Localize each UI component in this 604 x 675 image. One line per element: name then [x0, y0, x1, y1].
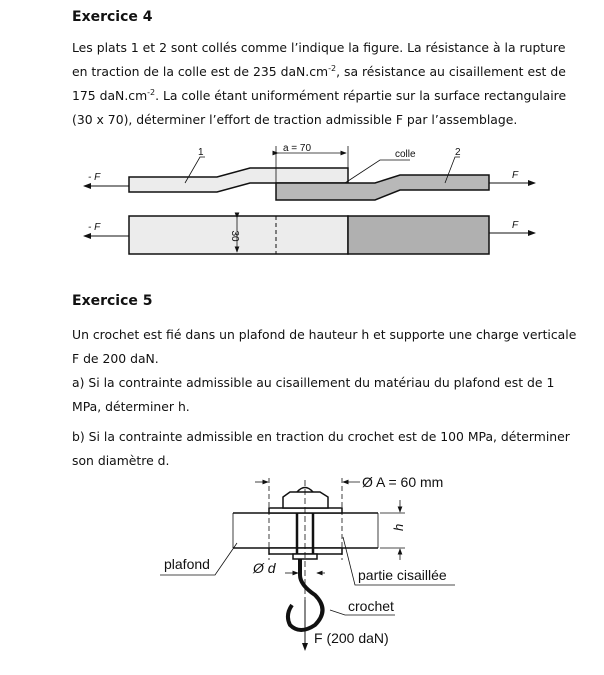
hook-label: crochet — [348, 598, 394, 614]
height-h-label: h — [391, 523, 406, 531]
sheared-part-label: partie cisaillée — [358, 567, 447, 583]
ex5-line: Un crochet est fié dans un plafond de hauteur h et supporte une charge verticale — [72, 327, 577, 342]
plate-1-label: 1 — [198, 147, 204, 158]
ex4-line: en traction de la colle est de 235 $daN.cm^{-2}$, sa résistance au cisaillement est de — [72, 64, 566, 80]
ex5-line: F de 200 daN. — [72, 351, 159, 366]
ceiling-label: plafond — [164, 556, 210, 572]
ex5-line: a) Si la contrainte admissible au cisaillement du matériau du plafond est de 1 — [72, 375, 555, 390]
glue-label: colle — [395, 149, 416, 160]
exercise-4-title: Exercice 4 — [72, 9, 153, 25]
ex5-line: son diamètre d. — [72, 453, 170, 468]
ex4-line: (30 x 70), déterminer l’effort de traction admissible F par l’assemblage. — [72, 112, 518, 127]
load-label: F (200 daN) — [314, 630, 389, 646]
ex4-line: Les plats 1 et 2 sont collés comme l’indique la figure. La résistance à la rupture — [72, 40, 566, 55]
neg-force-label: - F — [88, 222, 101, 233]
glued-plates-figure — [84, 146, 535, 254]
force-label: F — [512, 170, 519, 181]
plate-2-label: 2 — [455, 147, 461, 158]
diameter-A-label: Ø A = 60 mm — [362, 474, 444, 490]
ex4-line: 175 $daN.cm^{-2}$. La colle étant uniformément répartie sur la surface rectangulaire — [72, 88, 567, 104]
dim-30-label: 30 — [229, 230, 240, 242]
exercise-5-title: Exercice 5 — [72, 293, 153, 309]
force-label: F — [512, 220, 519, 231]
neg-force-label: - F — [88, 172, 101, 183]
ex5-line: MPa, déterminer h. — [72, 399, 190, 414]
diameter-d-label: Ø d — [253, 560, 276, 576]
dim-a-label: a = 70 — [282, 143, 312, 154]
ex5-line: b) Si la contrainte admissible en traction du crochet est de 100 MPa, déterminer — [72, 429, 570, 444]
